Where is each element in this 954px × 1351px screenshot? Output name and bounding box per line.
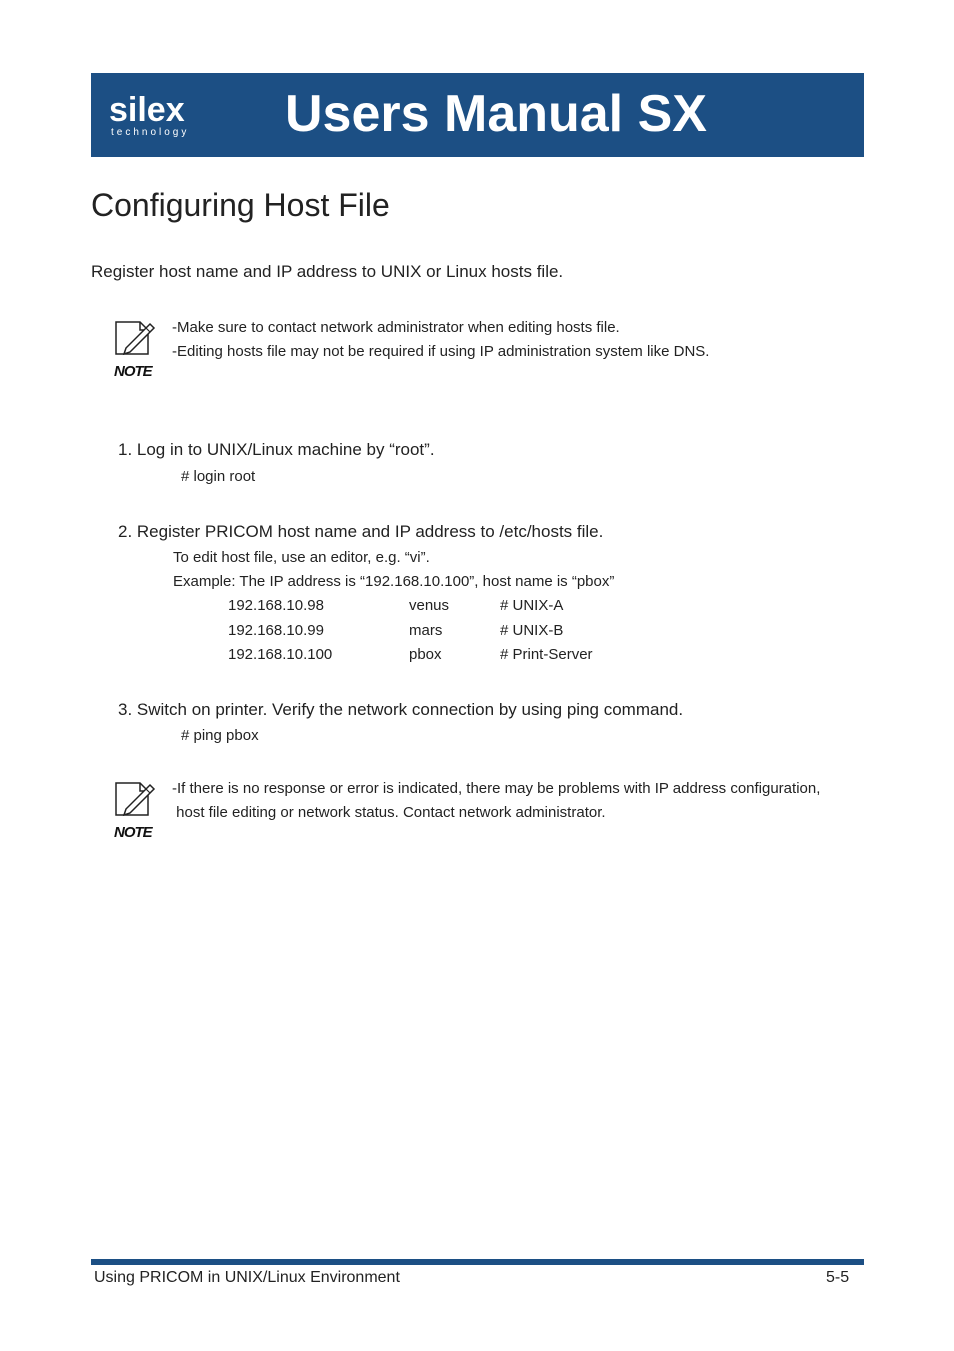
footer-section-title: Using PRICOM in UNIX/Linux Environment [94, 1269, 400, 1286]
host-name: pbox [409, 646, 442, 663]
step-1-command: # login root [181, 468, 256, 485]
host-ip: 192.168.10.98 [228, 597, 324, 614]
step-3-command: # ping pbox [181, 727, 259, 744]
host-name: mars [409, 622, 443, 639]
silex-logo: silex [109, 91, 185, 129]
note-label: NOTE [114, 824, 152, 841]
note-icon [112, 779, 158, 841]
host-comment: # UNIX-B [500, 622, 564, 639]
note1-line-1: -Make sure to contact network administrator when editing hosts file. [172, 319, 620, 336]
logo-tagline: technology [111, 127, 190, 138]
footer-rule [91, 1259, 864, 1265]
host-name: venus [409, 597, 450, 614]
host-comment: # UNIX-A [500, 597, 564, 614]
host-comment: # Print-Server [500, 646, 593, 663]
step-2-title: 2. Register PRICOM host name and IP address to /etc/hosts file. [118, 522, 604, 541]
host-ip: 192.168.10.100 [228, 646, 333, 663]
note2-line-2: host file editing or network status. Contact network administrator. [172, 804, 606, 821]
step-2-line-1: To edit host file, use an editor, e.g. “vi”. [173, 549, 430, 566]
page-number: 5-5 [826, 1269, 850, 1286]
note-icon [112, 318, 158, 380]
manual-title: Users Manual SX [285, 85, 707, 143]
host-ip: 192.168.10.99 [228, 622, 324, 639]
page-title: Configuring Host File [91, 187, 390, 223]
step-2-line-2: Example: The IP address is “192.168.10.100”, host name is “pbox” [173, 573, 615, 590]
intro-text: Register host name and IP address to UNIX or Linux hosts file. [91, 262, 564, 281]
step-3-title: 3. Switch on printer. Verify the network connection by using ping command. [118, 700, 684, 719]
note1-line-2: -Editing hosts file may not be required if using IP administration system like DNS. [172, 343, 710, 360]
step-1-title: 1. Log in to UNIX/Linux machine by “root”. [118, 440, 435, 459]
note-label: NOTE [114, 363, 152, 380]
note2-line-1: -If there is no response or error is indicated, there may be problems with IP address configuration, [172, 780, 821, 797]
